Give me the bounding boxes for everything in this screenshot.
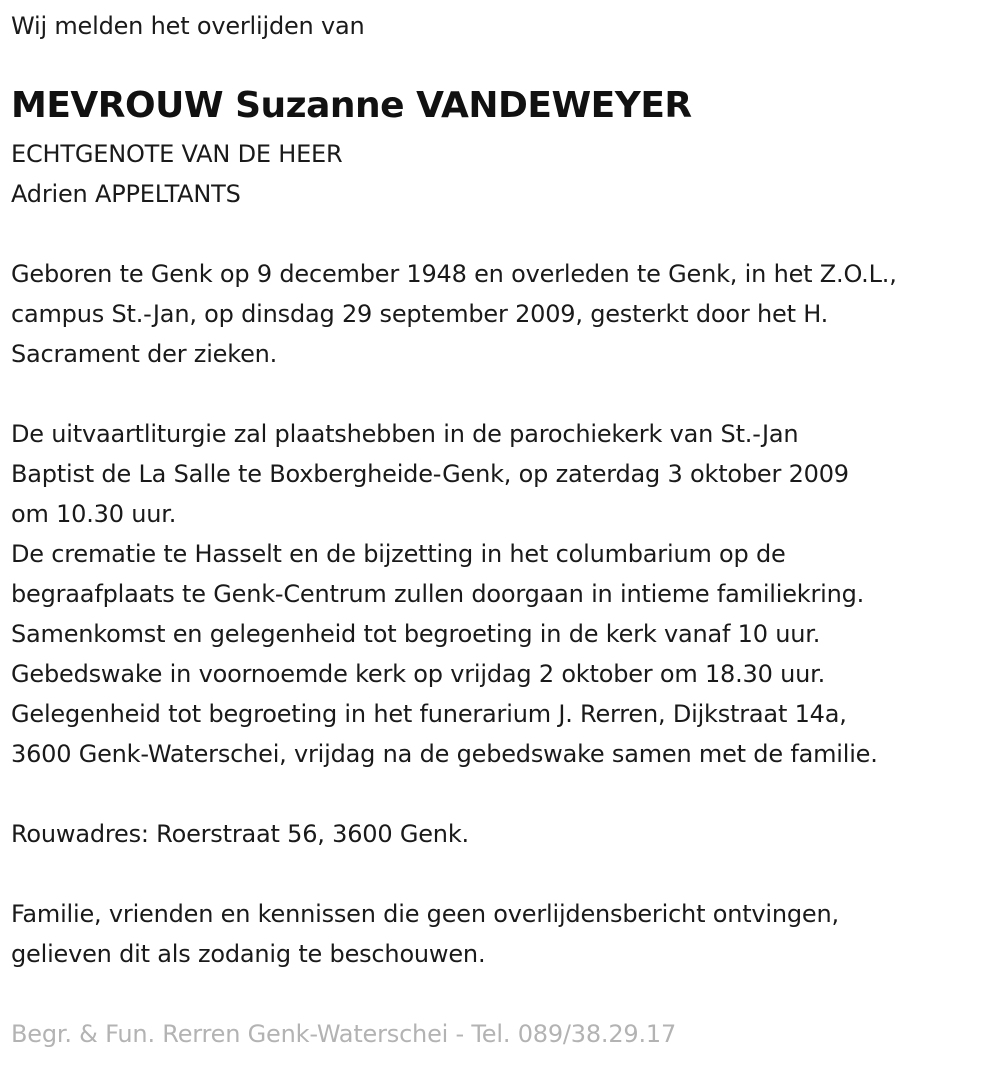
paragraph-line: Gelegenheid tot begroeting in het funerarium J. Rerren, Dijkstraat 14a, xyxy=(11,700,847,728)
paragraph-line: begraafplaats te Genk-Centrum zullen doorgaan in intieme familiekring. xyxy=(11,580,865,608)
spouse-line: ECHTGENOTE VAN DE HEER xyxy=(11,140,343,168)
paragraph-line: De uitvaartliturgie zal plaatshebben in de parochiekerk van St.-Jan xyxy=(11,420,799,448)
paragraph-line: om 10.30 uur. xyxy=(11,500,177,528)
paragraph-line: De crematie te Hasselt en de bijzetting in het columbarium op de xyxy=(11,540,786,568)
funeral-paragraph xyxy=(11,414,878,774)
paragraph-line: Geboren te Genk op 9 december 1948 en overleden te Genk, in het Z.O.L., xyxy=(11,260,897,288)
funeral-home-footer: Begr. & Fun. Rerren Genk-Waterschei - Tel. 089/38.29.17 xyxy=(11,1020,677,1048)
mourning-address: Rouwadres: Roerstraat 56, 3600 Genk. xyxy=(11,820,469,848)
paragraph-line: 3600 Genk-Waterschei, vrijdag na de gebedswake samen met de familie. xyxy=(11,740,878,768)
paragraph-line: gelieven dit als zodanig te beschouwen. xyxy=(11,940,486,968)
spouse-line: Adrien APPELTANTS xyxy=(11,180,241,208)
family-paragraph xyxy=(11,894,839,974)
paragraph-line: Sacrament der zieken. xyxy=(11,340,278,368)
birth-death-paragraph xyxy=(11,254,897,374)
paragraph-line: Familie, vrienden en kennissen die geen overlijdensbericht ontvingen, xyxy=(11,900,839,928)
paragraph-line: Gebedswake in voornoemde kerk op vrijdag 2 oktober om 18.30 uur. xyxy=(11,660,826,688)
spouse-block xyxy=(11,134,343,214)
intro-text: Wij melden het overlijden van xyxy=(11,12,365,40)
paragraph-line: Baptist de La Salle te Boxbergheide-Genk, op zaterdag 3 oktober 2009 xyxy=(11,460,849,488)
paragraph-line: campus St.-Jan, op dinsdag 29 september 2009, gesterkt door het H. xyxy=(11,300,829,328)
deceased-name: MEVROUW Suzanne VANDEWEYER xyxy=(11,85,692,126)
paragraph-line: Samenkomst en gelegenheid tot begroeting in de kerk vanaf 10 uur. xyxy=(11,620,821,648)
